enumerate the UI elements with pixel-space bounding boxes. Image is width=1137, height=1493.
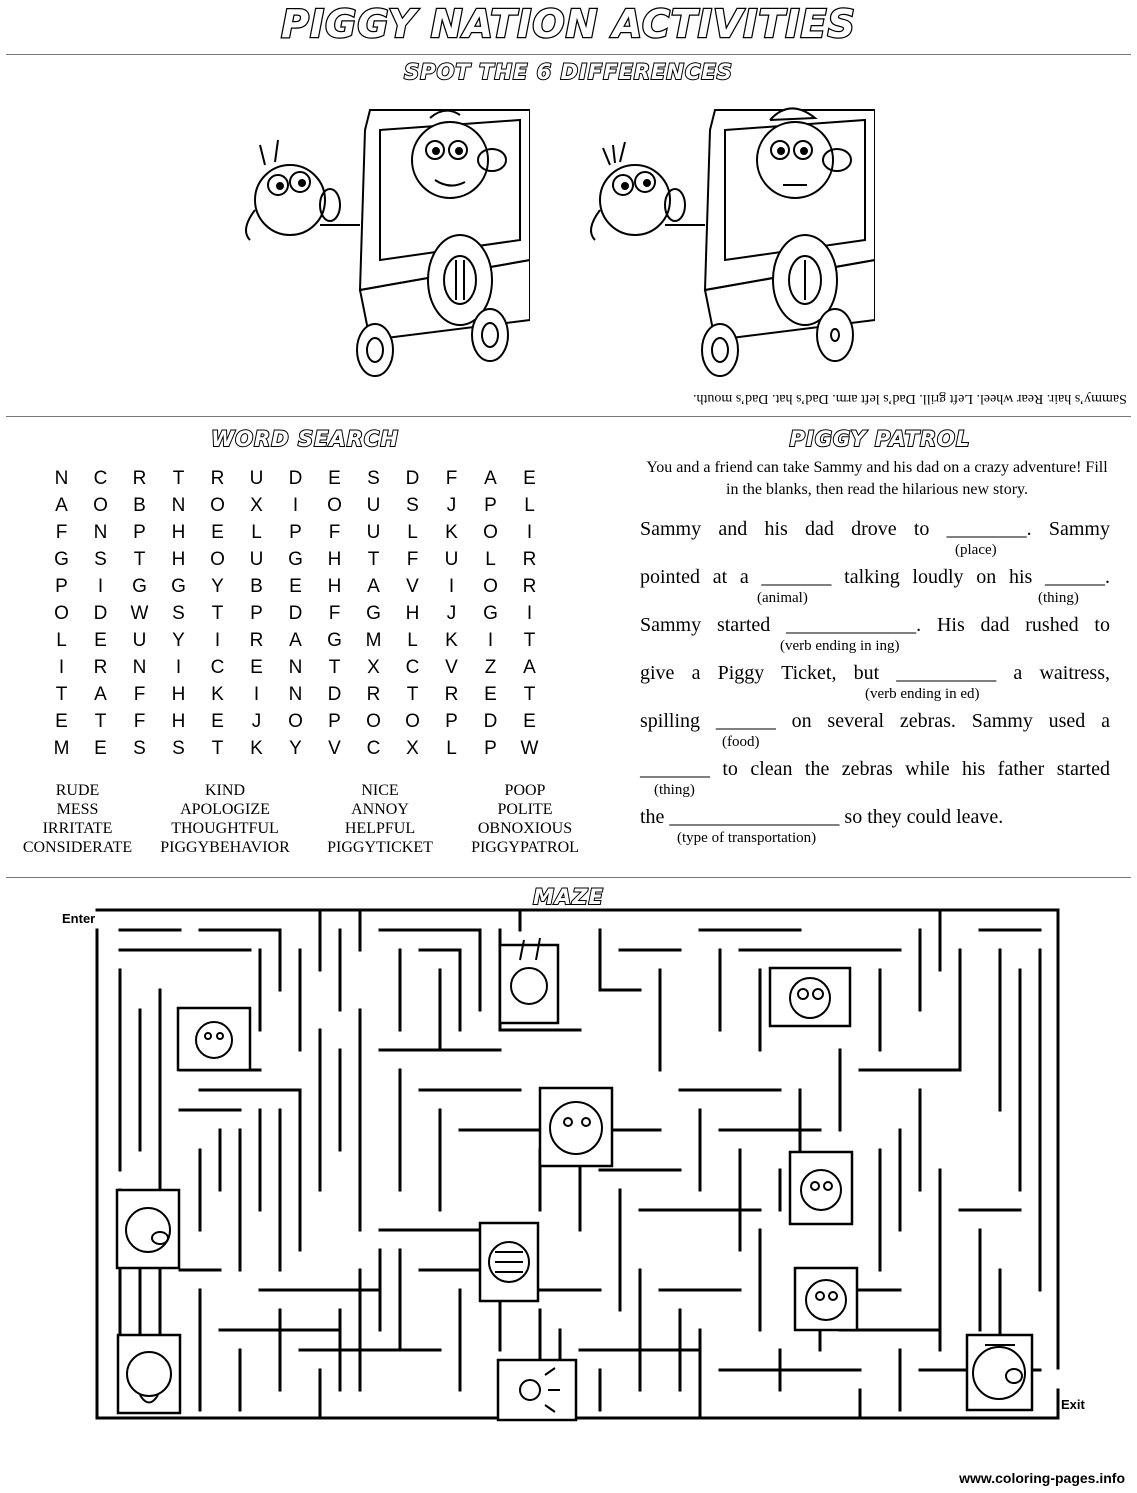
grid-letter[interactable]: Z [484,657,497,678]
word-list-item: OBNOXIOUS [477,820,573,837]
grid-letter[interactable]: W [130,603,149,624]
grid-letter[interactable]: R [366,684,381,705]
grid-letter[interactable]: D [405,468,420,489]
grid-letter[interactable]: N [171,495,186,516]
grid-letter[interactable]: X [250,495,263,516]
grid-letter[interactable]: T [55,684,68,705]
grid-letter[interactable]: R [210,468,225,489]
grid-letter[interactable]: D [288,468,303,489]
grid-letter[interactable]: T [523,630,536,651]
grid-letter[interactable]: N [288,657,303,678]
word-list-item: IRRITATE [42,820,113,837]
grid-letter[interactable]: P [55,576,68,597]
grid-letter[interactable]: T [211,603,224,624]
maze-exit-label: Exit [1061,1397,1085,1412]
grid-letter[interactable]: C [366,738,381,759]
grid-letter[interactable]: H [327,576,342,597]
grid-letter[interactable]: N [288,684,303,705]
grid-letter[interactable]: E [94,630,107,651]
grid-letter[interactable]: I [253,684,260,705]
grid-letter[interactable]: L [56,630,67,651]
word-list-item: NICE [361,782,399,799]
grid-letter[interactable]: E [211,522,224,543]
story-line: the _________________ so they could leave. [640,806,1004,828]
story-line: spilling ______ on several zebras. Sammy used a [640,710,1110,732]
spot-heading: SPOT THE 6 DIFFERENCES [404,60,733,84]
grid-letter[interactable]: J [251,711,262,732]
word-list-item: THOUGHTFUL [171,820,279,837]
grid-letter[interactable]: H [171,522,186,543]
grid-letter[interactable]: F [445,468,458,489]
grid-letter[interactable]: I [97,576,104,597]
grid-letter[interactable]: R [522,576,537,597]
grid-letter[interactable]: R [93,657,108,678]
grid-letter[interactable]: I [175,657,182,678]
grid-letter[interactable]: B [250,576,263,597]
word-list-item: ANNOY [351,801,409,818]
grid-letter[interactable]: T [523,684,536,705]
grid-letter[interactable]: T [211,738,224,759]
grid-letter[interactable]: P [133,522,146,543]
grid-letter[interactable]: N [132,657,147,678]
word-list-item: PIGGYPATROL [471,839,579,856]
grid-letter[interactable]: K [250,738,263,759]
grid-letter[interactable]: S [133,738,146,759]
blank-hint: (thing) [654,782,695,798]
grid-letter[interactable]: P [328,711,341,732]
grid-letter[interactable]: E [328,468,341,489]
grid-letter[interactable]: A [55,495,68,516]
grid-letter[interactable]: S [406,495,419,516]
story-line: give a Piggy Ticket, but __________ a waitress, [640,662,1110,684]
grid-letter[interactable]: D [93,603,108,624]
grid-letter[interactable]: P [250,603,263,624]
grid-letter[interactable]: R [249,630,264,651]
word-list-item: POOP [504,782,546,799]
grid-letter[interactable]: S [367,468,380,489]
blank-hint: (verb ending in ing) [780,638,900,654]
grid-letter[interactable]: E [289,576,302,597]
grid-letter[interactable]: X [406,738,419,759]
maze-heading: MAZE [533,885,604,909]
grid-letter[interactable]: L [407,522,418,543]
grid-letter[interactable]: V [406,576,419,597]
grid-letter[interactable]: H [171,711,186,732]
grid-letter[interactable]: A [367,576,380,597]
patrol-story [640,518,1110,854]
word-search-grid [42,468,549,765]
grid-letter[interactable]: Y [289,738,302,759]
grid-letter[interactable]: U [444,549,459,570]
story-line: _______ to clean the zebras while his father started [640,758,1110,780]
grid-letter[interactable]: R [444,684,459,705]
grid-letter[interactable]: O [54,603,69,624]
grid-letter[interactable]: D [327,684,342,705]
grid-letter[interactable]: G [54,549,69,570]
grid-letter[interactable]: T [133,549,146,570]
grid-letter[interactable]: U [249,549,264,570]
story-line: Sammy started _____________. His dad rushed to [640,614,1110,636]
grid-letter[interactable]: G [132,576,147,597]
grid-letter[interactable]: O [93,495,108,516]
grid-letter[interactable]: F [328,522,341,543]
grid-letter[interactable]: E [55,711,68,732]
grid-letter[interactable]: K [445,522,458,543]
grid-letter[interactable]: N [54,468,69,489]
site-credit: www.coloring-pages.info [959,1470,1125,1486]
grid-letter[interactable]: V [445,657,458,678]
divider [6,54,1131,55]
word-list-item: APOLOGIZE [180,801,270,818]
grid-letter[interactable]: N [93,522,108,543]
scene-original [230,90,530,390]
grid-letter[interactable]: E [94,738,107,759]
story-line: pointed at a _______ talking loudly on his ______. [640,566,1110,588]
story-line: Sammy and his dad drove to ________. Sammy [640,518,1110,540]
grid-letter[interactable]: V [328,738,341,759]
word-list-item: HELPFUL [344,820,416,837]
grid-letter[interactable]: W [520,738,539,759]
blank-hint: (place) [955,542,997,558]
grid-letter[interactable]: R [522,549,537,570]
grid-letter[interactable]: E [211,711,224,732]
grid-letter[interactable]: F [55,522,68,543]
grid-letter[interactable]: T [94,711,107,732]
grid-letter[interactable]: T [172,468,185,489]
grid-letter[interactable]: R [132,468,147,489]
grid-letter[interactable]: X [367,657,380,678]
grid-letter[interactable]: I [292,495,299,516]
maze[interactable] [0,890,1137,1450]
grid-letter[interactable]: C [405,657,420,678]
grid-letter[interactable]: F [406,549,419,570]
grid-letter[interactable]: U [366,495,381,516]
grid-letter[interactable]: A [289,630,302,651]
blank-hint: (type of transportation) [677,830,817,846]
grid-letter[interactable]: S [94,549,107,570]
grid-letter[interactable]: O [483,522,498,543]
grid-letter[interactable]: U [249,468,264,489]
grid-letter[interactable]: E [523,711,536,732]
grid-letter[interactable]: B [133,495,146,516]
grid-letter[interactable]: P [484,738,497,759]
grid-letter[interactable]: T [328,657,341,678]
scene-modified [575,90,875,390]
grid-letter[interactable]: P [289,522,302,543]
grid-letter[interactable]: A [484,468,497,489]
grid-letter[interactable]: I [58,657,65,678]
grid-letter[interactable]: U [366,522,381,543]
grid-letter[interactable]: F [133,684,146,705]
grid-letter[interactable]: G [171,576,186,597]
word-list [10,782,610,858]
blank-hint: (thing) [1038,590,1079,606]
grid-letter[interactable]: M [53,738,70,759]
grid-letter[interactable]: L [251,522,262,543]
grid-letter[interactable]: F [328,603,341,624]
grid-letter[interactable]: S [172,603,185,624]
grid-letter[interactable]: H [405,603,420,624]
grid-letter[interactable]: M [365,630,382,651]
grid-letter[interactable]: O [327,495,342,516]
grid-letter[interactable]: O [483,576,498,597]
grid-letter[interactable]: I [526,522,533,543]
grid-letter[interactable]: I [487,630,494,651]
piggy-patrol-heading: PIGGY PATROL [789,427,971,451]
grid-letter[interactable]: J [446,495,457,516]
grid-letter[interactable]: Y [172,630,185,651]
grid-letter[interactable]: Y [211,576,224,597]
grid-letter[interactable]: T [406,684,419,705]
grid-letter[interactable]: L [446,738,457,759]
blank-hint: (verb ending in ed) [865,686,980,702]
grid-letter[interactable]: E [250,657,263,678]
grid-letter[interactable]: S [172,738,185,759]
grid-letter[interactable]: O [405,711,420,732]
grid-letter[interactable]: D [483,711,498,732]
patrol-intro: You and a friend can take Sammy and his dad on a crazy adventure! Fill in the blanks, then read the hilarious new story. [646,459,1108,498]
word-search-heading: WORD SEARCH [211,427,399,451]
grid-letter[interactable]: O [210,495,225,516]
grid-letter[interactable]: K [445,630,458,651]
grid-letter[interactable]: G [366,603,381,624]
answer-key-upside-down: Sammy’s hair. Rear wheel. Left grill. Dad’s left arm. Dad’s hat. Dad’s mouth. [693,391,1127,406]
grid-letter[interactable]: O [366,711,381,732]
grid-letter[interactable]: G [288,549,303,570]
maze-enter-label: Enter [62,911,96,926]
divider [6,877,1131,878]
word-list-item: CONSIDERATE [22,839,133,856]
grid-letter[interactable]: O [210,549,225,570]
grid-letter[interactable]: L [407,630,418,651]
grid-letter[interactable]: L [485,549,496,570]
grid-letter[interactable]: G [483,603,498,624]
grid-letter[interactable]: T [367,549,380,570]
word-list-item: RUDE [55,782,100,799]
divider [6,416,1131,417]
grid-letter[interactable]: D [288,603,303,624]
grid-letter[interactable]: I [448,576,455,597]
grid-letter[interactable]: E [523,468,536,489]
grid-letter[interactable]: G [327,630,342,651]
grid-letter[interactable]: P [484,495,497,516]
grid-letter[interactable]: A [523,657,536,678]
blank-hint: (animal) [757,590,808,606]
grid-letter[interactable]: H [327,549,342,570]
grid-letter[interactable]: E [484,684,497,705]
word-list-item: PIGGYTICKET [327,839,433,856]
grid-letter[interactable]: I [526,603,533,624]
grid-letter[interactable]: I [214,630,221,651]
word-list-item: POLITE [497,801,553,818]
word-list-item: KIND [205,782,245,799]
grid-letter[interactable]: P [445,711,458,732]
word-list-item: MESS [56,801,99,818]
grid-letter[interactable]: F [133,711,146,732]
grid-letter[interactable]: C [210,657,225,678]
grid-letter[interactable]: A [94,684,107,705]
grid-letter[interactable]: C [93,468,108,489]
page-title: PIGGY NATION ACTIVITIES [281,2,856,46]
grid-letter[interactable]: J [446,603,457,624]
grid-letter[interactable]: K [211,684,224,705]
grid-letter[interactable]: H [171,549,186,570]
word-list-item: PIGGYBEHAVIOR [160,839,290,856]
grid-letter[interactable]: O [288,711,303,732]
blank-hint: (food) [722,734,760,750]
grid-letter[interactable]: L [524,495,535,516]
grid-letter[interactable]: H [171,684,186,705]
grid-letter[interactable]: U [132,630,147,651]
